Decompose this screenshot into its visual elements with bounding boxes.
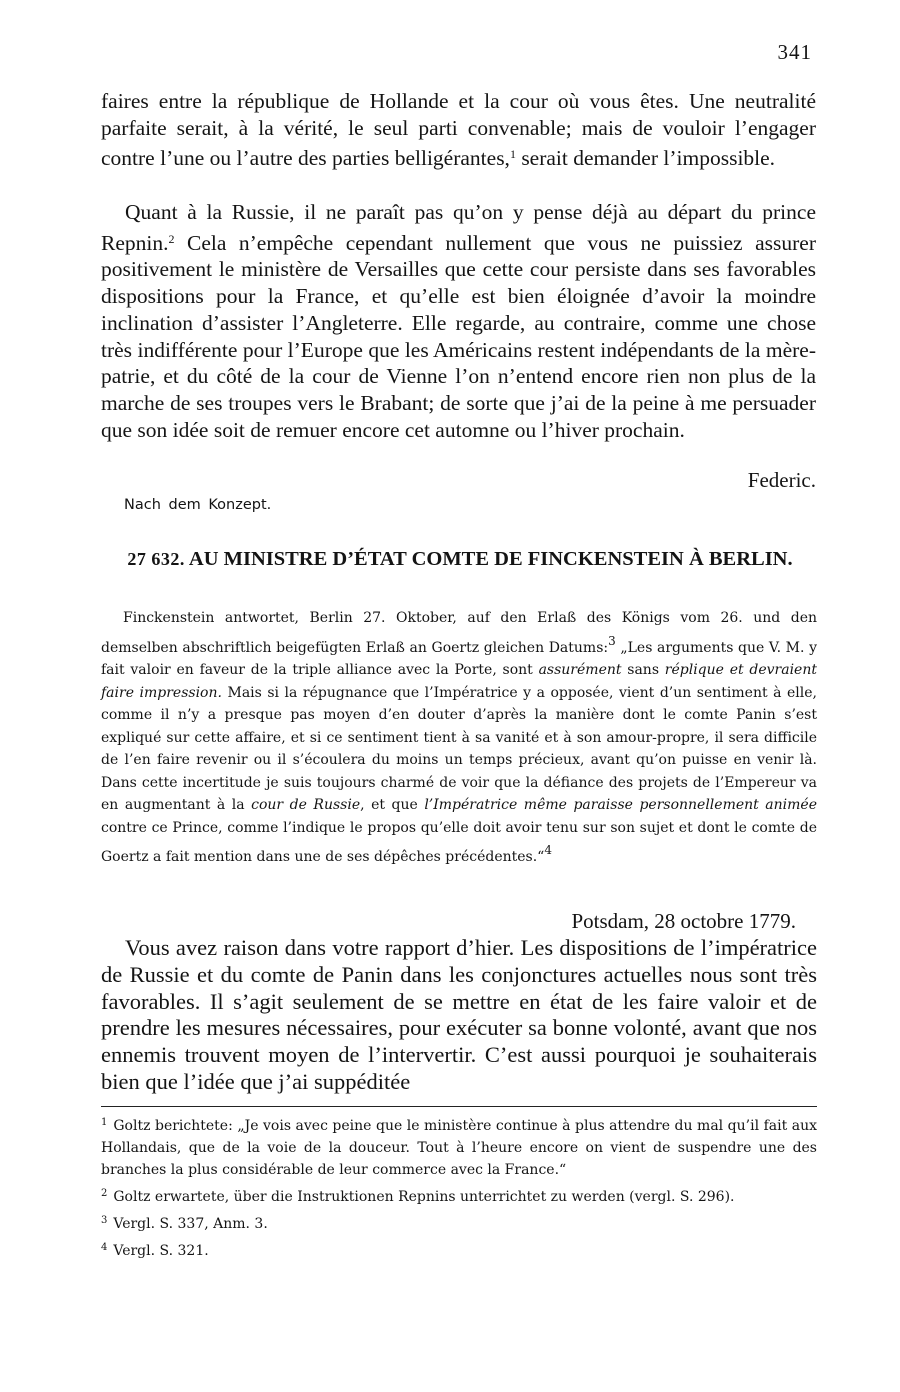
summary-text: Mais si la répugnance que l’Impératrice y a opposée, vient d’un sentiment à elle, comme il n’y a presque pas moyen d’en douter d’après la manière dont le comte Panin s’est expliqué sur cette affaire, et si ce sentiment tient à sa vanité et à son amour-propre, il sera difficile de l’en faire revenir ou il s’écoulera du moins un temps précieux, avant qu’on puisse en venir là. Dans cette incertitude je suis toujours charmé de voir que la défiance des projets de l’Empereur va en augmentant à la — [101, 684, 817, 813]
summary-paragraph — [101, 607, 817, 869]
summary-emphasis: cour de Russie — [251, 797, 361, 813]
footnote-text: Goltz berichtete: „Je vois avec peine que le ministère continue à plus attendre du mal qu’il fait aux Hollandais, que de la voie de la douceur. Tout à l’heure encore on vient de suspendre une des branches la plus considérable de leur commerce avec la France.“ — [101, 1118, 817, 1178]
footnote-text: Vergl. S. 321. — [113, 1243, 209, 1259]
paragraph-text: serait demander l’impossible. — [515, 146, 776, 171]
paragraph-text: faires entre la république de Hollande et la cour où vous êtes. Une neutralité parfaite serait, à la vérité, le seul parti convenable; mais de vouloir l’engager contre l’une ou l’autre des parties belligérantes, — [101, 89, 816, 171]
footnote-mark: 1 — [101, 1117, 108, 1128]
footnote-mark: 2 — [101, 1188, 108, 1199]
page-number: 341 — [777, 40, 812, 64]
footnote-ref-1[interactable]: 1 — [509, 147, 516, 162]
footnote-1 — [101, 1112, 817, 1181]
footnote-mark: 4 — [101, 1242, 108, 1253]
footnote-text: Goltz erwartete, über die Instruktionen Repnins unterrichtet zu werden (vergl. S. 296). — [113, 1189, 735, 1205]
document-heading — [102, 548, 818, 571]
summary-emphasis: l’Impératrice même paraisse personnellement animée — [424, 797, 817, 813]
letter-body: Vous avez raison dans votre rapport d’hier. Les dispositions de l’impératrice de Russie et du comte de Panin dans les conjonctures actuelles nous sont très favorables. Il s’agit seulement de se mettre en état de les faire valoir et de prendre les mesures nécessaires, pour exécuter sa bonne volonté, avant que nos ennemis trouvent moyen de l’intervertir. C’est aussi pourquoi je souhaiterais bien que l’idée que j’ai suppéditée — [101, 935, 817, 1094]
document-number: 27 632. — [127, 549, 185, 569]
paragraph-text: Cela n’empêche cependant nullement que vous ne puissiez assurer positivement le ministère de Versailles que cette cour persiste dans ses favorables dispositions pour la France, et qu’elle est bien éloignée d’avoir la moindre inclination d’assister l’Angleterre. Elle regarde, au contraire, comme une chose très indifférente pour l’Europe que les Américains restent indépendants de la mère-patrie, et du côté de la cour de Vienne l’on n’entend encore rien non plus de la marche de ses troupes vers le Brabant; de sorte que j’ai de la peine à me persuader que son idée soit de remuer encore cet automne ou l’hiver prochain. — [101, 230, 816, 442]
summary-text: contre ce Prince, comme l’indique le propos qu’elle doit avoir tenu sur son sujet et dont le comte de Goertz a fait mention dans une de ses dépêches précédentes.“ — [101, 819, 817, 865]
paragraph-continuation — [101, 88, 816, 172]
footnote-divider — [101, 1106, 817, 1107]
date-line: Potsdam, 28 octobre 1779. — [571, 909, 796, 933]
paragraph-text: Quant à la Russie, il ne paraît pas qu’on y pense déjà au départ du prince Repnin. — [101, 200, 816, 255]
footnote-ref-4[interactable]: 4 — [544, 843, 552, 857]
footnote-2 — [101, 1183, 817, 1208]
document-title: AU MINISTRE D’ÉTAT COMTE DE FINCKENSTEIN À BERLIN. — [188, 548, 793, 570]
footnote-4 — [101, 1237, 817, 1262]
footnote-3 — [101, 1210, 817, 1235]
footnote-mark: 3 — [101, 1215, 108, 1226]
signature: Federic. — [747, 468, 816, 492]
summary-text: Finckenstein antwortet, Berlin 27. Oktober, auf den Erlaß des Königs vom 26. und den demselben abschriftlich beigefügten Erlaß an Goertz gleichen Datums: — [101, 610, 817, 656]
paragraph-russia — [101, 199, 816, 443]
summary-text: , et que — [360, 797, 425, 813]
summary-text: sans — [621, 662, 665, 678]
summary-text: „Les arguments que V. M. y fait valoir en faveur de la triple alliance avec la Porte, sont — [101, 639, 817, 678]
summary-emphasis: assurément — [538, 662, 622, 678]
footnote-text: Vergl. S. 337, Anm. 3. — [113, 1216, 268, 1232]
footnotes — [101, 1112, 817, 1264]
source-note: Nach dem Konzept. — [124, 497, 272, 513]
summary-emphasis: réplique et devraient faire impression. — [101, 662, 817, 701]
footnote-ref-2[interactable]: 2 — [168, 231, 175, 246]
footnote-ref-3[interactable]: 3 — [608, 633, 616, 648]
